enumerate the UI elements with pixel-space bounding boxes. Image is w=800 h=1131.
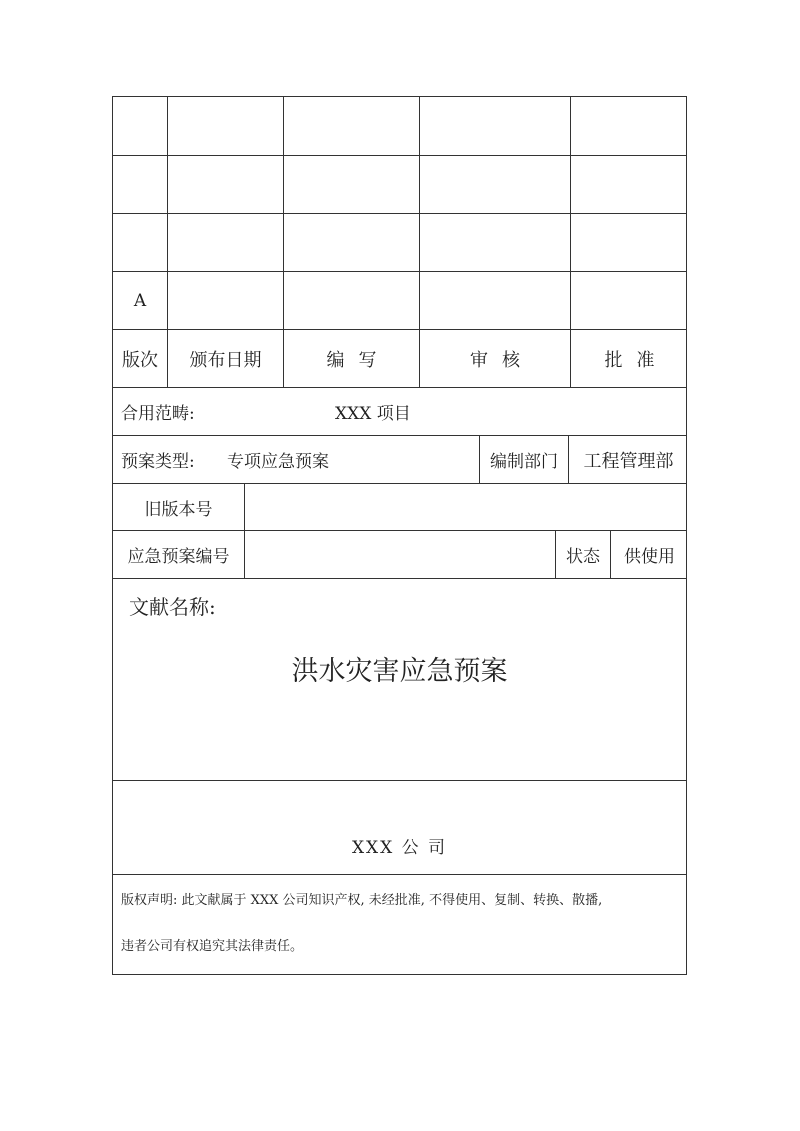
revision-cell bbox=[570, 97, 688, 155]
plan-number-label: 应急预案编号 bbox=[127, 547, 230, 567]
plan-type-label: 预案类型: bbox=[121, 452, 195, 472]
revision-cell bbox=[167, 97, 283, 155]
revision-row-empty-2 bbox=[113, 155, 686, 213]
revision-cell bbox=[419, 214, 570, 271]
status-value: 供使用 bbox=[610, 531, 688, 578]
dept-label: 编制部门 bbox=[479, 436, 568, 483]
copyright-section bbox=[113, 874, 686, 976]
revision-cell bbox=[283, 272, 419, 329]
plan-number-row bbox=[113, 530, 686, 578]
revision-cell bbox=[283, 97, 419, 155]
revision-cell bbox=[113, 156, 167, 213]
scope-row bbox=[113, 387, 686, 435]
revision-cell bbox=[419, 97, 570, 155]
revision-version-a: A bbox=[133, 290, 147, 311]
header-version: 版次 bbox=[122, 349, 158, 371]
header-author: 编写 bbox=[283, 330, 419, 387]
revision-cell bbox=[283, 156, 419, 213]
revision-cell bbox=[570, 272, 688, 329]
dept-value: 工程管理部 bbox=[568, 436, 688, 483]
document-name-section bbox=[113, 578, 686, 780]
plan-type-row bbox=[113, 435, 686, 483]
status-label: 状态 bbox=[555, 531, 610, 578]
revision-row-empty-3 bbox=[113, 213, 686, 271]
copyright-line-2: 违者公司有权追究其法律责任。 bbox=[121, 939, 304, 954]
document-title: 洪水灾害应急预案 bbox=[291, 656, 508, 687]
old-version-label: 旧版本号 bbox=[144, 499, 213, 520]
company-section bbox=[113, 780, 686, 874]
revision-cell bbox=[419, 156, 570, 213]
revision-cell bbox=[419, 272, 570, 329]
revision-cell bbox=[570, 214, 688, 271]
old-version-row bbox=[113, 483, 686, 530]
revision-cell bbox=[283, 214, 419, 271]
revision-cell bbox=[113, 214, 167, 271]
plan-number-value bbox=[244, 531, 555, 578]
copyright-line-1: 版权声明: 此文献属于 XXX 公司知识产权, 未经批准, 不得使用、复制、转换、散播, bbox=[121, 893, 603, 908]
revision-cell bbox=[570, 156, 688, 213]
plan-type-value: 专项应急预案 bbox=[227, 452, 329, 472]
revision-cell bbox=[167, 156, 283, 213]
revision-row-empty-1 bbox=[113, 97, 686, 155]
revision-cell bbox=[167, 272, 283, 329]
revision-row-a bbox=[113, 271, 686, 329]
company-name: XXX 公 司 bbox=[351, 838, 448, 858]
scope-value: XXX 项目 bbox=[335, 404, 411, 424]
revision-cell bbox=[113, 97, 167, 155]
document-name-label: 文献名称: bbox=[129, 595, 216, 619]
old-version-value bbox=[244, 484, 688, 530]
scope-label: 合用范畴: bbox=[121, 404, 195, 424]
header-reviewer: 审核 bbox=[419, 330, 570, 387]
revision-header-row bbox=[113, 329, 686, 387]
header-issue-date: 颁布日期 bbox=[167, 330, 283, 387]
header-approver: 批准 bbox=[570, 330, 688, 387]
document-control-form bbox=[112, 96, 687, 975]
revision-cell bbox=[167, 214, 283, 271]
